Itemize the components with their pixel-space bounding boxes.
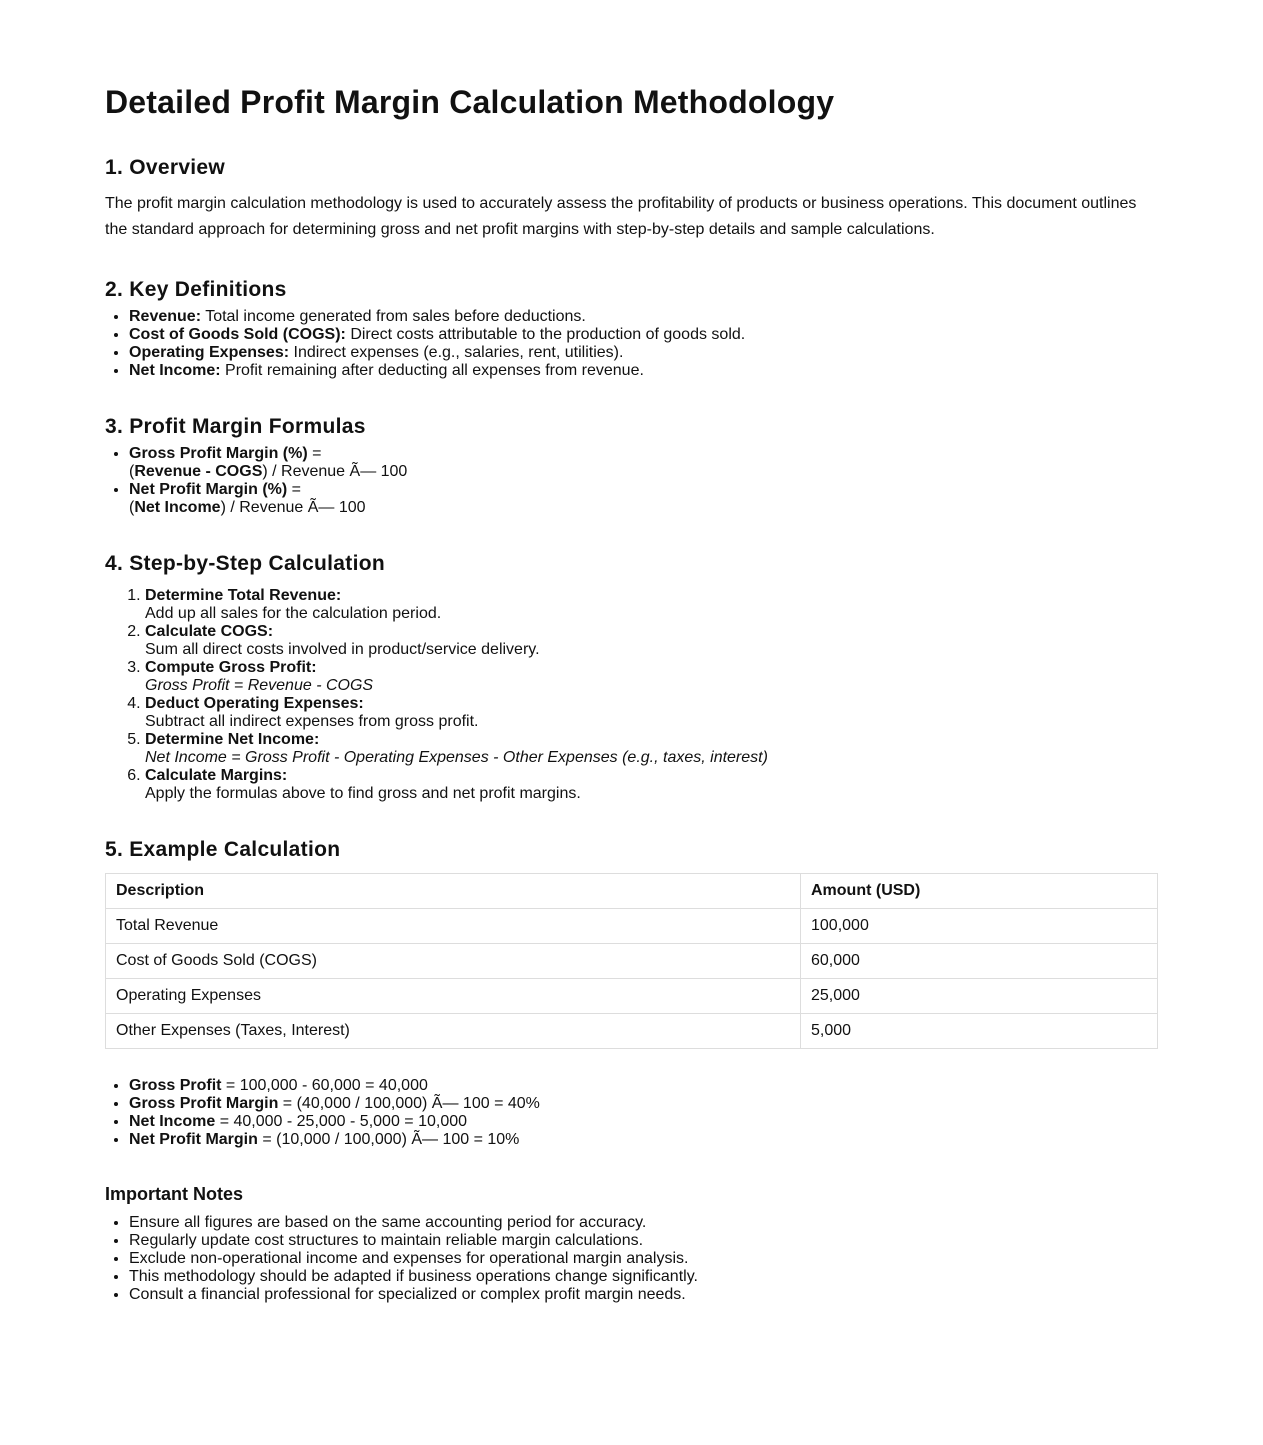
steps-section: [105, 551, 1158, 803]
table-cell-amount: 5,000: [801, 1014, 1158, 1049]
step-item: [145, 731, 1158, 767]
result-term: Gross Profit: [129, 1077, 222, 1094]
step-title: Compute Gross Profit:: [145, 659, 317, 676]
note-item: • Ensure all figures are based on the same accounting period for accuracy.: [129, 1214, 1158, 1232]
example-table: [105, 873, 1158, 1049]
results-list: [105, 1077, 1158, 1149]
formula-rest: ) / Revenue Ã— 100: [220, 499, 366, 516]
overview-text: The profit margin calculation methodology is used to accurately assess the profitability of products or business operations. This document outlines the standard approach for determining gross and net profit margins with step-by-step details and sample calculations.: [105, 195, 1137, 238]
formulas-list: [105, 445, 1158, 517]
result-item: [129, 1131, 1158, 1149]
table-row: [106, 1014, 1158, 1049]
result-term: Net Profit Margin: [129, 1131, 258, 1148]
step-detail: Add up all sales for the calculation period.: [145, 605, 442, 622]
steps-list: [105, 587, 1158, 803]
definition-item: [129, 308, 1158, 326]
definition-term: Revenue:: [129, 308, 202, 325]
page-title: Detailed Profit Margin Calculation Methodology: [105, 84, 835, 120]
result-item: [129, 1113, 1158, 1131]
table-row: [106, 944, 1158, 979]
notes-section: [105, 1183, 1158, 1304]
definition-item: [129, 362, 1158, 380]
definition-term: Operating Expenses:: [129, 344, 290, 361]
step-detail: Subtract all indirect expenses from gross profit.: [145, 713, 479, 730]
table-cell-description: Cost of Goods Sold (COGS): [106, 944, 801, 979]
document: [105, 0, 1158, 1304]
table-cell-amount: 60,000: [801, 944, 1158, 979]
formulas-heading: 3. Profit Margin Formulas: [105, 415, 366, 438]
table-header-row: [106, 874, 1158, 909]
result-item: [129, 1095, 1158, 1113]
step-detail: Apply the formulas above to find gross and net profit margins.: [145, 785, 581, 802]
formula-equals: =: [287, 481, 302, 498]
note-item: • This methodology should be adapted if business operations change significantly.: [129, 1268, 1158, 1286]
notes-list: [105, 1214, 1158, 1304]
formula-term: Net Profit Margin (%): [129, 481, 288, 498]
table-cell-description: Operating Expenses: [106, 979, 801, 1014]
note-item: • Regularly update cost structures to maintain reliable margin calculations.: [129, 1232, 1158, 1250]
table-cell-amount: 25,000: [801, 979, 1158, 1014]
formula-rest: ) / Revenue Ã— 100: [262, 463, 408, 480]
overview-heading: 1. Overview: [105, 156, 226, 179]
formula-item: [129, 481, 1158, 517]
definition-text: Indirect expenses (e.g., salaries, rent, utilities).: [289, 344, 624, 361]
formulas-section: [105, 414, 1158, 517]
result-text: = 40,000 - 25,000 - 5,000 = 10,000: [215, 1113, 468, 1130]
table-row: [106, 979, 1158, 1014]
step-item: [145, 767, 1158, 803]
result-text: = 100,000 - 60,000 = 40,000: [221, 1077, 428, 1094]
formula-open-paren: (: [129, 499, 135, 516]
definitions-heading: 2. Key Definitions: [105, 278, 287, 301]
result-term: Net Income: [129, 1113, 216, 1130]
step-title: Calculate Margins:: [145, 767, 288, 784]
table-cell-amount: 100,000: [801, 909, 1158, 944]
note-item: • Consult a financial professional for specialized or complex profit margin needs.: [129, 1286, 1158, 1304]
step-item: [145, 695, 1158, 731]
formula-open-paren: (: [129, 463, 135, 480]
step-item: [145, 659, 1158, 695]
table-row: [106, 909, 1158, 944]
step-title: Deduct Operating Expenses:: [145, 695, 364, 712]
formula-equals: =: [307, 445, 322, 462]
table-cell-description: Total Revenue: [106, 909, 801, 944]
step-title: Determine Net Income:: [145, 731, 320, 748]
definition-term: Cost of Goods Sold (COGS):: [129, 326, 346, 343]
column-header-amount: Amount (USD): [801, 874, 1158, 909]
result-term: Gross Profit Margin: [129, 1095, 279, 1112]
definitions-section: [105, 277, 1158, 380]
step-detail: Net Income = Gross Profit - Operating Expenses - Other Expenses (e.g., taxes, interest): [145, 749, 768, 766]
example-section: [105, 837, 1158, 1149]
step-detail: Sum all direct costs involved in product/service delivery.: [145, 641, 540, 658]
steps-heading: 4. Step-by-Step Calculation: [105, 552, 385, 575]
step-item: [145, 587, 1158, 623]
definition-item: [129, 344, 1158, 362]
table-cell-description: Other Expenses (Taxes, Interest): [106, 1014, 801, 1049]
formula-term: Gross Profit Margin (%): [129, 445, 308, 462]
definition-text: Direct costs attributable to the production of goods sold.: [345, 326, 746, 343]
definition-item: [129, 326, 1158, 344]
step-title: Calculate COGS:: [145, 623, 274, 640]
step-item: [145, 623, 1158, 659]
result-text: = (10,000 / 100,000) Ã— 100 = 10%: [257, 1131, 520, 1148]
note-item: • Exclude non-operational income and expenses for operational margin analysis.: [129, 1250, 1158, 1268]
formula-item: [129, 445, 1158, 481]
definition-text: Profit remaining after deducting all expenses from revenue.: [220, 362, 644, 379]
overview-section: [105, 155, 1158, 243]
step-title: Determine Total Revenue:: [145, 587, 342, 604]
formula-inner: Revenue - COGS: [134, 463, 263, 480]
step-detail: Gross Profit = Revenue - COGS: [145, 677, 374, 694]
definitions-list: [105, 308, 1158, 380]
result-text: = (40,000 / 100,000) Ã— 100 = 40%: [278, 1095, 540, 1112]
definition-term: Net Income:: [129, 362, 221, 379]
notes-heading: Important Notes: [105, 1184, 244, 1204]
result-item: [129, 1077, 1158, 1095]
example-heading: 5. Example Calculation: [105, 838, 341, 861]
column-header-description: Description: [106, 874, 801, 909]
definition-text: Total income generated from sales before deductions.: [201, 308, 586, 325]
formula-inner: Net Income: [134, 499, 221, 516]
